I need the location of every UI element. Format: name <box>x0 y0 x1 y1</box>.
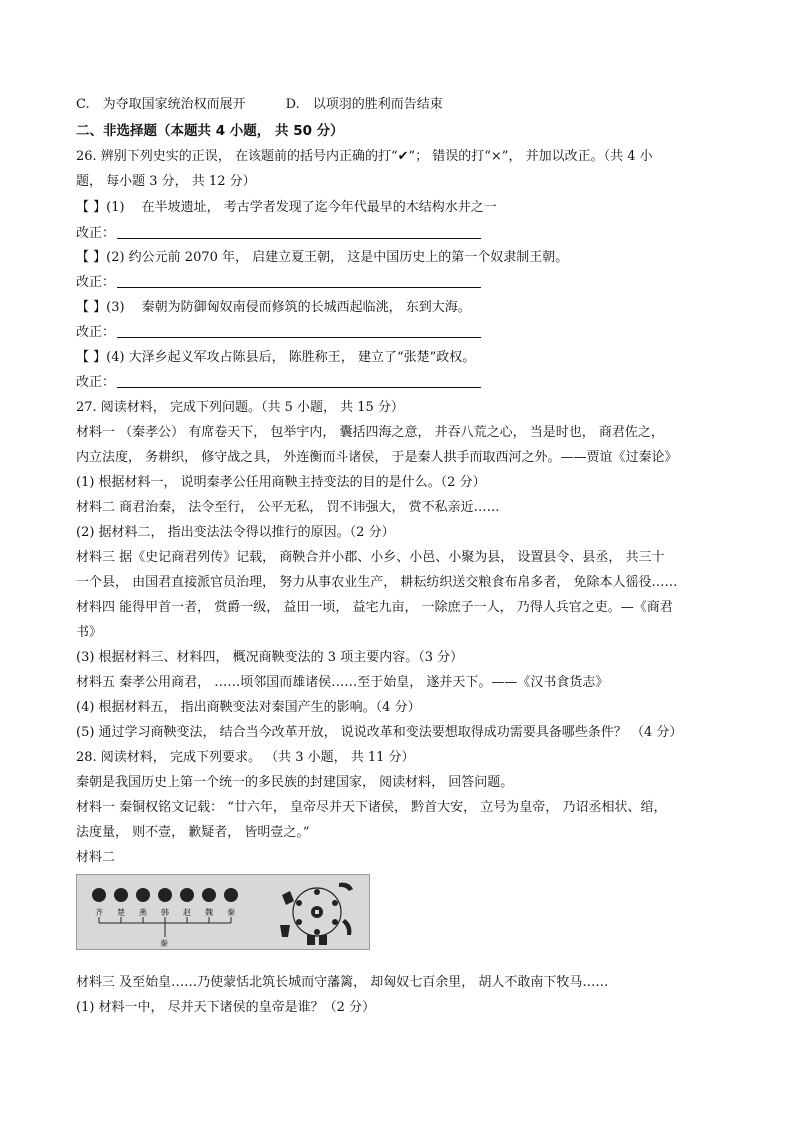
material-3-line1: 材料三 据《史记商君列传》记载， 商鞅合并小郡、小乡、小邑、小聚为县， 设置县令、县丞， 共三十 <box>76 550 665 565</box>
scripts-diagram <box>92 888 238 948</box>
correction-1 <box>76 225 481 243</box>
material-2-figure <box>76 874 370 950</box>
option-c: C. 为夺取国家统治权而展开 <box>76 97 246 112</box>
unified-script: 秦 <box>160 939 168 948</box>
q26-item-4: 【 】(4) 大泽乡起义军攻占陈县后， 陈胜称王， 建立了“张楚”政权。 <box>76 350 476 365</box>
state-script-mark <box>158 888 172 902</box>
q28-stem: 28. 阅读材料， 完成下列要求。 （共 3 小题， 共 11 分） <box>76 750 415 765</box>
correction-label: 改正： <box>76 226 116 241</box>
coin-dot-icon <box>332 919 338 925</box>
q28-material-1-line1: 材料一 秦铜权铭文记载： “廿六年， 皇帝尽并天下诸侯， 黔首大安， 立号为皇帝， 乃诏丞相状、绾， <box>76 800 667 815</box>
material-1-line1: 材料一 （秦孝公） 有席卷天下， 包举宇内， 囊括四海之意， 并吞八荒之心， 当是时也， 商君佐之， <box>76 425 664 440</box>
q26-item-1: 【 】(1) 在半坡遗址， 考古学者发现了迄今年代最早的木结构水井之一 <box>76 200 497 215</box>
state-script-mark <box>114 888 128 902</box>
answer-blank[interactable] <box>117 375 481 388</box>
spade-coin-icon <box>280 925 290 937</box>
state-script-mark <box>224 888 238 902</box>
state-name: 魏 <box>205 908 213 917</box>
q28-material-3: 材料三 及至始皇……乃使蒙恬北筑长城而守藩篱， 却匈奴七百余里， 胡人不敢南下牧马…… <box>76 975 609 990</box>
bronze-shell-coin-icon <box>307 935 315 945</box>
answer-blank[interactable] <box>117 325 481 338</box>
q27-sub-2: (2) 据材料二， 指出变法法令得以推行的原因。（2 分） <box>76 525 395 540</box>
q27-stem: 27. 阅读材料， 完成下列问题。（共 5 小题， 共 15 分） <box>76 400 404 415</box>
correction-4 <box>76 374 481 392</box>
option-d: D. 以项羽的胜利而告结束 <box>285 97 443 112</box>
coin-dot-icon <box>314 889 320 895</box>
q28-material-1-line2: 法度量， 则不壹， 歉疑者， 皆明壹之。” <box>76 825 310 840</box>
state-name: 齐 <box>95 908 103 917</box>
coin-dot-icon <box>314 929 320 935</box>
q28-intro: 秦朝是我国历史上第一个统一的多民族的封建国家， 阅读材料， 回答问题。 <box>76 775 514 790</box>
correction-3 <box>76 324 481 342</box>
q27-sub-5: (5) 通过学习商鞅变法， 结合当今改革开放， 说说改革和变法要想取得成功需要具备哪些条件？ （4 分） <box>76 725 683 740</box>
coin-dot-icon <box>296 919 302 925</box>
state-script-mark <box>180 888 194 902</box>
q26-stem-line1: 26. 辨别下列史实的正误， 在该题前的括号内正确的打“✔”； 错误的打“×”， 并加以改正。（共 4 小 <box>76 149 653 164</box>
correction-label: 改正： <box>76 275 116 290</box>
material-2: 材料二 商君治秦， 法令至行， 公平无私， 罚不讳强大， 赏不私亲近…… <box>76 500 500 515</box>
material-4-line2: 书》 <box>76 625 103 640</box>
answer-blank[interactable] <box>117 275 481 288</box>
material-1-line2: 内立法度， 务耕织， 修守战之具， 外连衡而斗诸侯， 于是秦人拱手而取西河之外。——贾谊《过秦论》 <box>76 450 678 465</box>
coin-dot-icon <box>332 900 338 906</box>
state-name: 赵 <box>183 908 191 917</box>
state-name: 秦 <box>227 908 235 917</box>
state-script-mark <box>136 888 150 902</box>
correction-label: 改正： <box>76 375 116 390</box>
q28-sub-1: (1) 材料一中， 尽并天下诸侯的皇帝是谁？（2 分） <box>76 1000 376 1015</box>
answer-blank[interactable] <box>117 226 481 239</box>
coin-square-hole <box>315 910 319 914</box>
state-script-mark <box>92 888 106 902</box>
coins-diagram <box>280 883 353 945</box>
q27-sub-1: (1) 根据材料一， 说明秦孝公任用商鞅主持变法的目的是什么。（2 分） <box>76 475 486 490</box>
material-4-line1: 材料四 能得甲首一者， 赏爵一级， 益田一顷， 益宅九亩， 一除庶子一人， 乃得人兵官之吏。—《商君 <box>76 600 673 615</box>
q27-sub-4: (4) 根据材料五， 指出商鞅变法对秦国产生的影响。（4 分） <box>76 700 421 715</box>
q26-item-2: 【 】(2) 约公元前 2070 年， 启建立夏王朝， 这是中国历史上的第一个奴隶制王朝。 <box>76 250 569 265</box>
state-name: 楚 <box>117 908 125 917</box>
section-heading: 二、非选择题（本题共 4 小题， 共 50 分） <box>76 123 344 139</box>
knife-coin-icon <box>339 883 353 891</box>
bronze-shell-coin-icon <box>319 935 327 945</box>
option-row <box>76 96 443 114</box>
unification-illustration <box>77 875 369 949</box>
q26-stem-line2: 题， 每小题 3 分， 共 12 分） <box>76 174 256 189</box>
coin-dot-icon <box>296 900 302 906</box>
state-name: 韩 <box>161 908 169 917</box>
q28-material-2-label: 材料二 <box>76 850 116 865</box>
state-name: 燕 <box>139 908 147 917</box>
correction-label: 改正： <box>76 325 116 340</box>
state-script-mark <box>202 888 216 902</box>
spade-coin-icon <box>282 891 294 905</box>
q27-sub-3: (3) 根据材料三、材料四， 概况商鞅变法的 3 项主要内容。（3 分） <box>76 650 464 665</box>
material-3-line2: 一个县， 由国君直接派官员治理， 努力从事农业生产， 耕耘纺织送交粮食布帛多者， 免除本人徭役…… <box>76 575 678 590</box>
correction-2 <box>76 274 481 292</box>
q26-item-3: 【 】(3) 秦朝为防御匈奴南侵而修筑的长城西起临洮， 东到大海。 <box>76 300 471 315</box>
knife-coin-icon <box>342 919 351 935</box>
material-5: 材料五 秦孝公用商君， ……顷邻国而雄诸侯……至于始皇， 遂并天下。——《汉书食货志》 <box>76 675 609 690</box>
